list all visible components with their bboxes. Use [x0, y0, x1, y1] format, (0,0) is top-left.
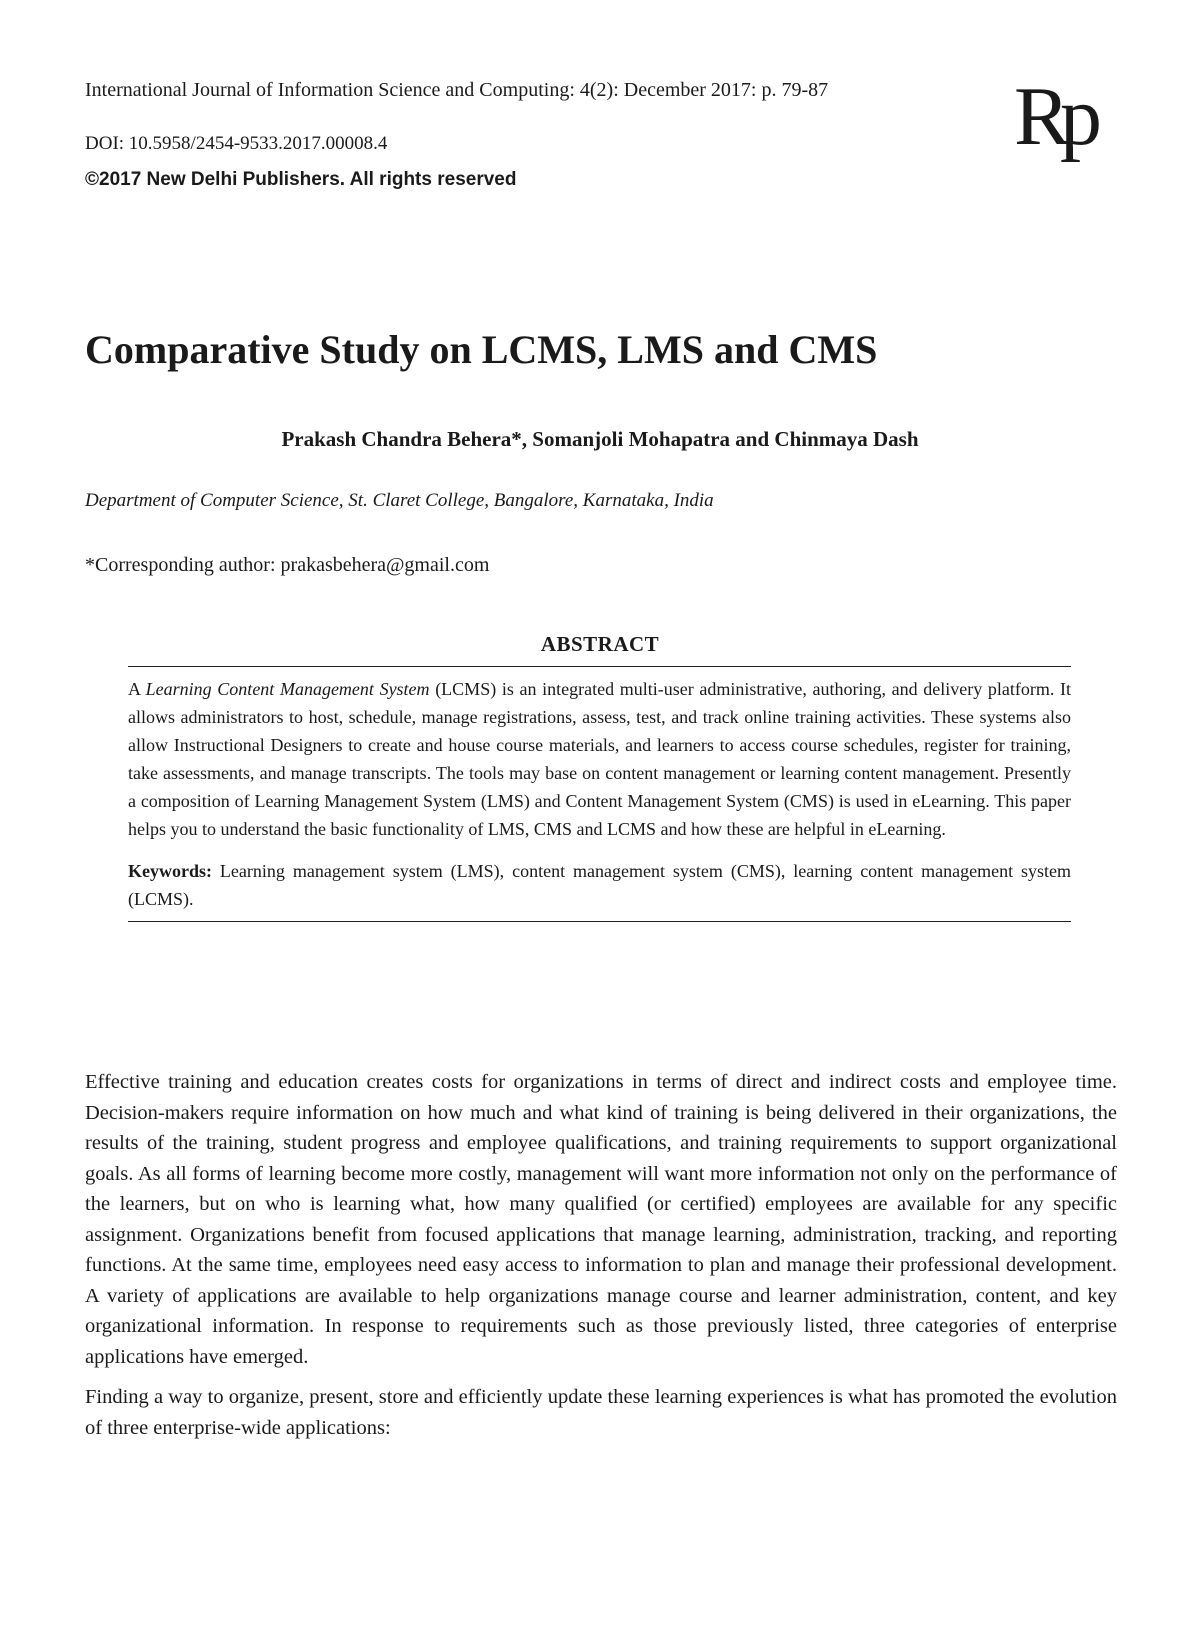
keywords-paragraph [128, 857, 1071, 913]
abstract-lead: A [128, 679, 146, 699]
keywords-label: Keywords: [128, 861, 212, 881]
corresponding-author: *Corresponding author: prakasbehera@gmail.com [85, 554, 490, 576]
abstract-paragraph [128, 675, 1071, 843]
affiliation: Department of Computer Science, St. Claret College, Bangalore, Karnataka, India [85, 490, 714, 511]
author-list: Prakash Chandra Behera*, Somanjoli Mohapatra and Chinmaya Dash [281, 427, 919, 451]
copyright-notice: ©2017 New Delhi Publishers. All rights reserved [85, 169, 517, 190]
abstract-heading: ABSTRACT [540, 632, 660, 656]
publisher-logo-text: Rp [1014, 70, 1093, 163]
body-paragraph: Effective training and education creates costs for organizations in terms of direct and indirect costs and employee time. Decision-makers require information on how much and what kind of training is being delivered in their organizations, the results of the training, student progress and employee qualifications, and training requirements to support organizational goals. As all forms of learning become more costly, management will want more information not only on the performance of the learners, but on who is learning what, how many qualified (or certified) employees are available for any specific assignment. Organizations benefit from focused applications that manage learning, administration, tracking, and reporting functions. At the same time, employees need easy access to information to plan and manage their professional development. A variety of applications are available to help organizations manage course and learner administration, content, and key organizational information. In response to requirements such as those previously listed, three categories of enterprise applications have emerged. [85, 1071, 1117, 1368]
publisher-logo [1012, 68, 1122, 178]
abstract-block [128, 666, 1071, 922]
paper-title: Comparative Study on LCMS, LMS and CMS [85, 327, 878, 372]
journal-citation: International Journal of Information Science and Computing: 4(2): December 2017: p. 79-87 [85, 79, 829, 101]
abstract-body: (LCMS) is an integrated multi-user administrative, authoring, and delivery platform. It allows administrators to host, schedule, manage registrations, assess, test, and track online training activities. These systems also allow Instructional Designers to create and house course materials, and learners to access course schedules, register for training, take assessments, and manage transcripts. The tools may base on content management or learning content management. Presently a composition of Learning Management System (LMS) and Content Management System (CMS) is used in eLearning. This paper helps you to understand the basic functionality of LMS, CMS and LCMS and how these are helpful in eLearning. [128, 679, 1071, 839]
body-paragraph: Finding a way to organize, present, store and efficiently update these learning experiences is what has promoted the evolution of three enterprise-wide applications: [85, 1386, 1117, 1439]
abstract-lead-italic: Learning Content Management System [145, 679, 430, 699]
body-text [85, 1067, 1117, 1453]
keywords-list: Learning management system (LMS), content management system (CMS), learning content management system (LCMS). [128, 861, 1071, 909]
doi: DOI: 10.5958/2454-9533.2017.00008.4 [85, 133, 388, 154]
